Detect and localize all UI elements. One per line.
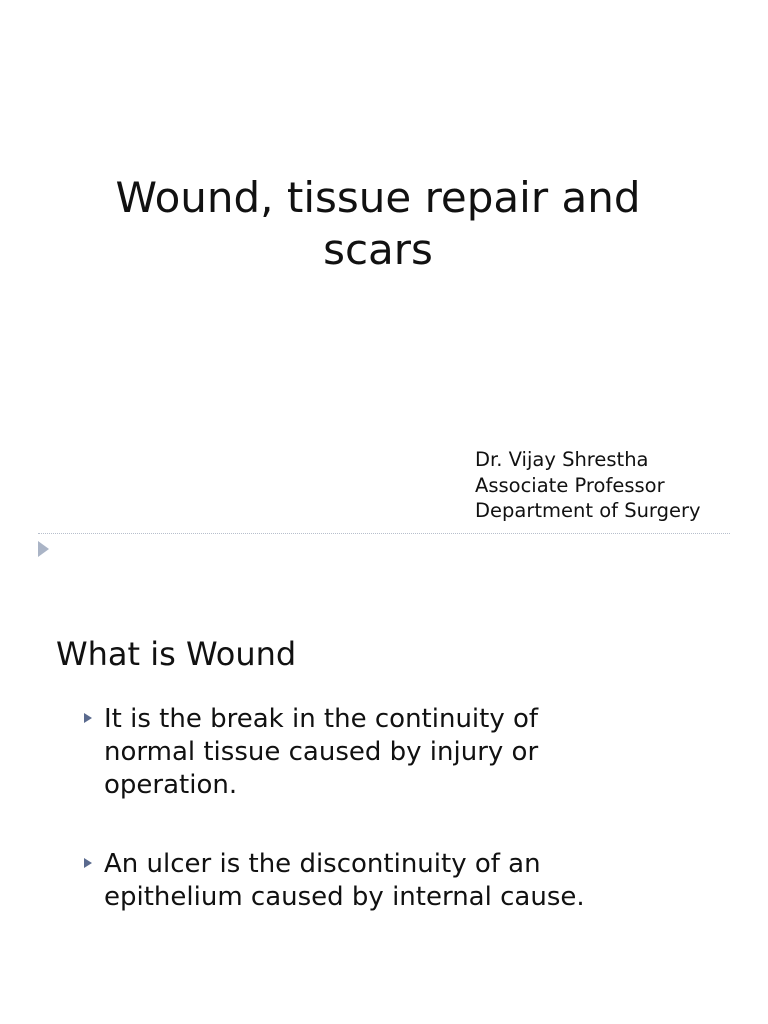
author-department: Department of Surgery — [475, 499, 701, 522]
slide-heading: What is Wound — [56, 635, 297, 673]
slide-title-line: scars — [323, 225, 433, 274]
slide-title — [60, 172, 696, 276]
bullet-text — [104, 703, 724, 802]
slide-divider — [38, 533, 730, 534]
play-triangle-icon — [38, 541, 49, 557]
triangle-bullet-icon — [84, 858, 92, 868]
bullet-text — [104, 848, 724, 914]
author-block — [475, 447, 701, 524]
author-name: Dr. Vijay Shrestha — [475, 448, 649, 471]
bullet-line: epithelium caused by internal cause. — [104, 882, 585, 912]
bullet-line: operation. — [104, 770, 238, 800]
bullet-line: It is the break in the continuity of — [104, 704, 539, 734]
triangle-bullet-icon — [84, 713, 92, 723]
slide-title-line: Wound, tissue repair and — [115, 173, 641, 222]
author-position: Associate Professor — [475, 473, 665, 497]
bullet-line: normal tissue caused by injury or — [104, 737, 539, 767]
bullet-line: An ulcer is the discontinuity of an — [104, 849, 541, 879]
